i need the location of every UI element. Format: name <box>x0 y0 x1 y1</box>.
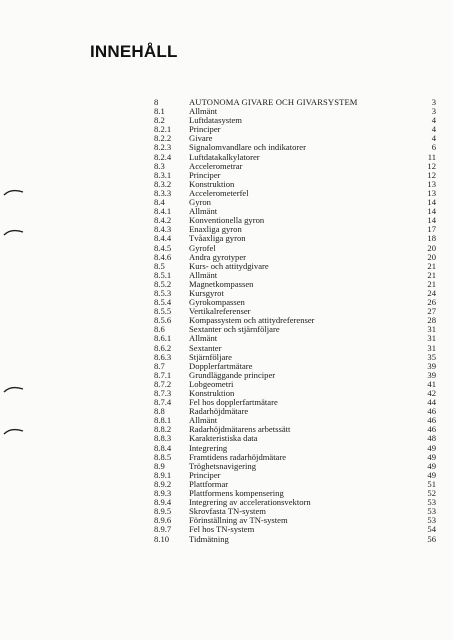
toc-entry-number: 8.2.1 <box>154 124 172 135</box>
toc-entry-number: 8.8.2 <box>154 424 172 435</box>
toc-entry-number: 8.5.2 <box>154 278 172 289</box>
toc-entry-page: 28 <box>427 315 436 326</box>
toc-entry-number: 8.2.4 <box>154 151 172 162</box>
toc-entry-page: 11 <box>427 151 436 162</box>
toc-entry-page: 46 <box>427 406 436 417</box>
toc-entry-page: 17 <box>427 224 436 235</box>
toc-entry-page: 6 <box>431 142 436 153</box>
toc-entry-title: Konventionella gyron <box>189 215 265 226</box>
toc-entry-number: 8.3.3 <box>154 187 172 198</box>
toc-entry-page: 41 <box>427 378 436 389</box>
toc-entry-title: Andra gyrotyper <box>189 251 247 262</box>
toc-entry-title: Gyron <box>189 197 211 208</box>
toc-entry-number: 8.4.2 <box>154 215 172 226</box>
toc-entry-page: 24 <box>427 287 436 298</box>
toc-entry-page: 54 <box>427 524 436 535</box>
toc-entry-title: Tvåaxliga gyron <box>189 233 246 244</box>
toc-entry-number: 8.4.1 <box>154 206 172 217</box>
toc-entry-title: Givare <box>189 133 213 144</box>
toc-entry-number: 8.8.1 <box>154 415 172 426</box>
toc-entry-page: 20 <box>427 251 436 262</box>
toc-entry-number: 8 <box>154 97 159 107</box>
toc-entry-title: Principer <box>189 469 221 480</box>
toc-entry-number: 8.4.3 <box>154 224 172 235</box>
toc-entry-title: Förinställning av TN-system <box>189 515 288 526</box>
toc-entry-page: 21 <box>427 269 436 280</box>
toc-entry-page: 56 <box>427 533 436 544</box>
toc-entry-page: 46 <box>427 424 436 435</box>
toc-entry-number: 8.4.4 <box>154 233 172 244</box>
toc-entry-page: 53 <box>427 515 436 526</box>
toc-entry-page: 13 <box>427 187 436 198</box>
toc-entry-title: Allmänt <box>189 106 218 117</box>
toc-entry-title: Enaxliga gyron <box>189 224 242 235</box>
toc-entry-page: 21 <box>427 260 436 271</box>
toc-entry-page: 49 <box>427 469 436 480</box>
table-of-contents <box>154 98 436 544</box>
toc-entry-number: 8.9.6 <box>154 515 172 526</box>
toc-entry-page: 4 <box>431 133 436 144</box>
toc-entry-number: 8.5.3 <box>154 287 172 298</box>
toc-entry-number: 8.9.3 <box>154 488 172 499</box>
toc-entry-number: 8.10 <box>154 533 170 544</box>
toc-entry-title: Fel hos TN-system <box>189 524 255 535</box>
toc-entry-title: Principer <box>189 169 221 180</box>
toc-entry-number: 8.9.1 <box>154 469 172 480</box>
toc-entry-title: Magnetkompassen <box>189 278 254 289</box>
toc-entry-title: Allmänt <box>189 415 218 426</box>
toc-entry-page: 3 <box>431 106 436 117</box>
toc-entry-page: 12 <box>427 169 436 180</box>
toc-entry-title: Sextanter <box>189 342 222 353</box>
toc-entry-title: Framtidens radarhöjdmätare <box>189 451 287 462</box>
toc-entry-page: 39 <box>427 360 436 371</box>
toc-entry-title: Kurs- och attitydgivare <box>189 260 269 271</box>
toc-entry-number: 8.9.7 <box>154 524 172 535</box>
toc-entry-title: Gyrofel <box>189 242 216 253</box>
toc-entry-number: 8.4.5 <box>154 242 172 253</box>
toc-entry-page: 13 <box>427 178 436 189</box>
binder-mark <box>3 426 25 436</box>
toc-entry-page: 27 <box>427 306 436 317</box>
toc-entry-title: Fel hos dopplerfartmätare <box>189 397 278 408</box>
toc-entry-page: 20 <box>427 242 436 253</box>
toc-entry-number: 8.7.3 <box>154 388 172 398</box>
toc-entry-page: 4 <box>431 115 436 126</box>
toc-entry-number: 8.7 <box>154 360 165 371</box>
toc-entry-number: 8.7.1 <box>154 369 172 380</box>
toc-entry-page: 39 <box>427 369 436 380</box>
toc-entry-title: Radarhöjdmätarens arbetssätt <box>189 424 291 435</box>
toc-entry-number: 8.7.4 <box>154 397 172 408</box>
toc-entry-number: 8.7.2 <box>154 378 172 389</box>
toc-entry-page: 14 <box>427 197 436 208</box>
toc-entry-number: 8.2.3 <box>154 142 172 153</box>
toc-entry-number: 8.5.6 <box>154 315 172 326</box>
toc-entry-title: Karakteristiska data <box>189 433 258 444</box>
toc-entry-page: 31 <box>427 342 436 353</box>
toc-entry-page: 3 <box>431 97 436 107</box>
binder-mark <box>3 227 25 237</box>
toc-entry-title: Plattformens kompensering <box>189 488 284 499</box>
page-title: INNEHÅLL <box>90 42 178 61</box>
toc-entry-title: Integrering <box>189 442 228 453</box>
toc-entry-number: 8.3.1 <box>154 169 172 180</box>
toc-entry-number: 8.3 <box>154 160 165 171</box>
toc-entry-page: 46 <box>427 415 436 426</box>
toc-entry-title: Radarhöjdmätare <box>189 406 249 417</box>
toc-entry-title: Stjärnföljare <box>189 351 232 362</box>
toc-entry-page: 26 <box>427 297 436 308</box>
toc-entry-number: 8.5.4 <box>154 297 172 308</box>
toc-entry-number: 8.6.2 <box>154 342 172 353</box>
toc-entry-number: 8.5 <box>154 260 165 271</box>
toc-entry-page: 49 <box>427 460 436 471</box>
toc-entry-number: 8.5.1 <box>154 269 172 280</box>
toc-entry-number: 8.8.5 <box>154 451 172 462</box>
toc-entry-number: 8.8 <box>154 406 165 417</box>
toc-entry-title: Principer <box>189 124 221 135</box>
toc-entry-page: 49 <box>427 442 436 453</box>
toc-entry-number: 8.4.6 <box>154 251 172 262</box>
toc-entry-title: Allmänt <box>189 269 218 280</box>
toc-entry-page: 31 <box>427 324 436 335</box>
binder-mark <box>3 187 25 197</box>
toc-entry-number: 8.9.5 <box>154 506 172 517</box>
toc-entry-page: 53 <box>427 497 436 508</box>
toc-entry-title: Tidmätning <box>189 533 229 544</box>
toc-entry-number: 8.9 <box>154 460 165 471</box>
toc-entry-title: Grundläggande principer <box>189 369 276 380</box>
toc-entry-number: 8.2 <box>154 115 165 126</box>
binder-mark <box>3 384 25 394</box>
toc-entry-page: 14 <box>427 206 436 217</box>
toc-entry-title: Sextanter och stjärnföljare <box>189 324 280 335</box>
toc-entry-number: 8.8.4 <box>154 442 172 453</box>
toc-entry-title: Luftdatasystem <box>189 115 242 126</box>
toc-entry-title: Konstruktion <box>189 388 235 398</box>
toc-entry-number: 8.8.3 <box>154 433 172 444</box>
toc-entry-number: 8.6 <box>154 324 165 335</box>
toc-entry-page: 48 <box>427 433 436 444</box>
toc-entry-title: Plattformar <box>189 478 229 489</box>
toc-entry-number: 8.5.5 <box>154 306 172 317</box>
toc-entry-page: 53 <box>427 506 436 517</box>
toc-entry-number: 8.9.4 <box>154 497 172 508</box>
toc-entry-title: Konstruktion <box>189 178 235 189</box>
toc-entry-page: 31 <box>427 333 436 344</box>
toc-entry-number: 8.9.2 <box>154 478 172 489</box>
toc-entry <box>154 535 436 544</box>
toc-entry-number: 8.3.2 <box>154 178 172 189</box>
toc-entry-title: Allmänt <box>189 333 218 344</box>
toc-entry-page: 51 <box>427 478 436 489</box>
toc-entry-title: Dopplerfartmätare <box>189 360 253 371</box>
toc-entry-number: 8.6.3 <box>154 351 172 362</box>
toc-entry-title: AUTONOMA GIVARE OCH GIVARSYSTEM <box>189 97 358 107</box>
toc-entry-title: Integrering av accelerationsvektorn <box>189 497 311 508</box>
toc-entry-page: 14 <box>427 215 436 226</box>
toc-entry-title: Gyrokompassen <box>189 297 245 308</box>
toc-entry-title: Accelerometerfel <box>189 187 249 198</box>
toc-entry-number: 8.6.1 <box>154 333 172 344</box>
toc-entry-title: Accelerometrar <box>189 160 243 171</box>
toc-entry-title: Allmänt <box>189 206 218 217</box>
toc-entry-title: Lobgeometri <box>189 378 234 389</box>
toc-entry-title: Vertikalreferenser <box>189 306 251 317</box>
toc-entry-number: 8.2.2 <box>154 133 172 144</box>
toc-entry-number: 8.1 <box>154 106 165 117</box>
toc-entry-page: 49 <box>427 451 436 462</box>
toc-entry-page: 18 <box>427 233 436 244</box>
toc-entry-page: 42 <box>427 388 436 398</box>
toc-entry-page: 44 <box>427 397 436 408</box>
toc-entry-page: 4 <box>431 124 436 135</box>
toc-entry-page: 21 <box>427 278 436 289</box>
toc-entry-page: 35 <box>427 351 436 362</box>
toc-entry-title: Skrovfasta TN-system <box>189 506 266 517</box>
toc-entry-page: 12 <box>427 160 436 171</box>
toc-entry-title: Kompassystem och attitydreferenser <box>189 315 315 326</box>
toc-entry-title: Luftdatakalkylatorer <box>189 151 260 162</box>
toc-entry-title: Kursgyrot <box>189 287 224 298</box>
toc-entry-title: Signalomvandlare och indikatorer <box>189 142 306 153</box>
toc-entry-page: 52 <box>427 488 436 499</box>
toc-entry-number: 8.4 <box>154 197 165 208</box>
toc-entry-title: Tröghetsnavigering <box>189 460 256 471</box>
